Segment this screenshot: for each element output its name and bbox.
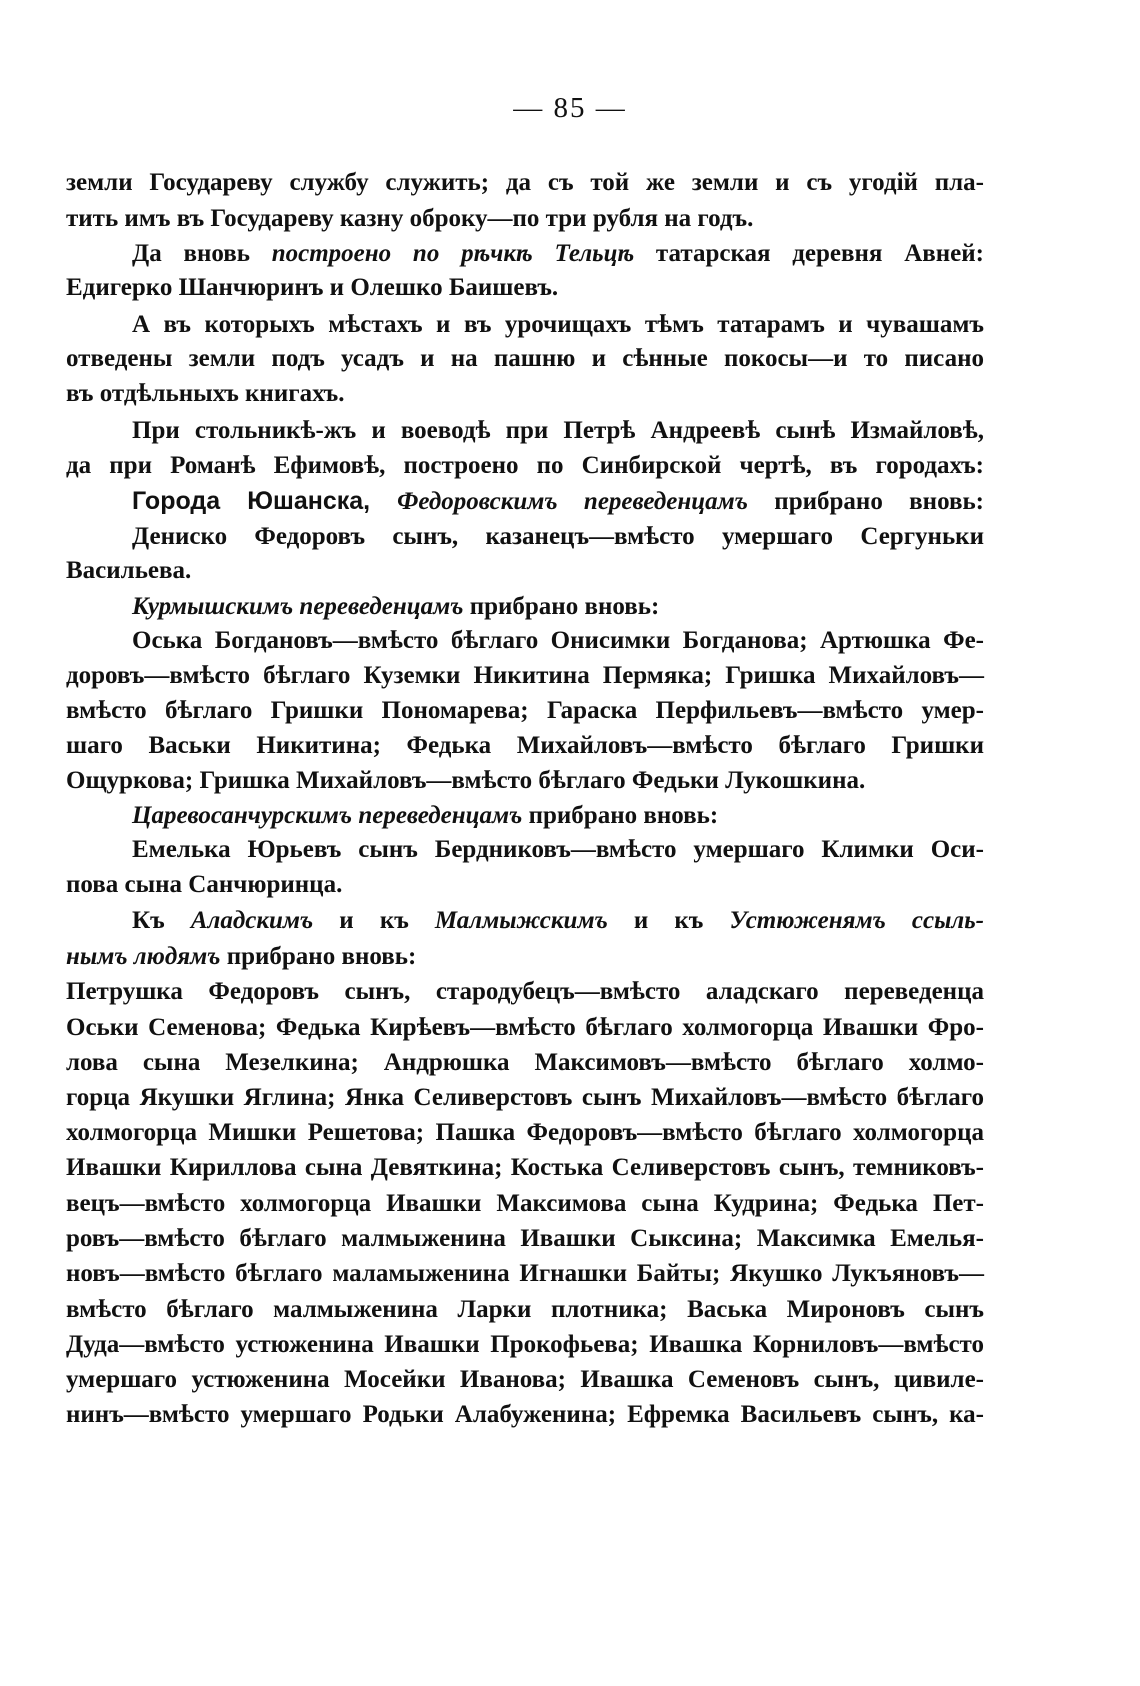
- text-line: умершаго устюженина Мосейки Иванова; Ивашка Семеновъ сынъ, цивиле-: [66, 1366, 984, 1393]
- text-line: Дуда—вмѣсто устюженина Ивашки Прокофьева; Ивашка Корниловъ—вмѣсто: [66, 1331, 984, 1358]
- text-line: да при Романѣ Ефимовѣ, построено по Синбирской чертѣ, въ городахъ:: [66, 452, 984, 479]
- text-line: Оська Богдановъ—вмѣсто бѣглаго Онисимки Богданова; Артюшка Фе-: [132, 627, 984, 654]
- text-line: При стольникѣ-жъ и воеводѣ при Петрѣ Андреевѣ сынѣ Измайловѣ,: [132, 417, 984, 444]
- text-line: тить имъ въ Государеву казну оброку—по три рубля на годъ.: [66, 205, 754, 232]
- text-line: Едигерко Шанчюринъ и Олешко Баишевъ.: [66, 274, 559, 301]
- text-line: холмогорца Мишки Решетова; Пашка Федоровъ—вмѣсто бѣглаго холмогорца: [66, 1119, 984, 1146]
- text-line: вмѣсто бѣглаго Гришки Пономарева; Гараска Перфильевъ—вмѣсто умер-: [66, 697, 984, 724]
- text-line: Ощуркова; Гришка Михайловъ—вмѣсто бѣглаго Федьки Лукошкина.: [66, 767, 866, 794]
- text-line: Курмышскимъ переведенцамъ прибрано вновь:: [132, 593, 660, 620]
- text-line: вецъ—вмѣсто холмогорца Ивашки Максимова сына Кудрина; Федька Пет-: [66, 1190, 984, 1217]
- text-line: А въ которыхъ мѣстахъ и въ урочищахъ тѣмъ татарамъ и чувашамъ: [132, 311, 984, 338]
- text-line: нинъ—вмѣсто умершаго Родьки Алабуженина; Ефремка Васильевъ сынъ, ка-: [66, 1401, 984, 1428]
- text-line: ровъ—вмѣсто бѣглаго малмыженина Ивашки Сыксина; Максимка Емелья-: [66, 1225, 984, 1252]
- text-line: отведены земли подъ усадъ и на пашню и сѣнные покосы—и то писано: [66, 345, 984, 372]
- text-line: Емелька Юрьевъ сынъ Бердниковъ—вмѣсто умершаго Климки Оси-: [132, 836, 984, 863]
- text-line: нымъ людямъ прибрано вновь:: [66, 943, 417, 970]
- text-line: пова сына Санчюринца.: [66, 871, 343, 898]
- text-line: Да вновь построено по рѣчкѣ Тельцѣ татарская деревня Авней:: [132, 240, 984, 267]
- text-line: Царевосанчурскимъ переведенцамъ прибрано вновь:: [132, 802, 719, 829]
- text-line: Васильева.: [66, 557, 192, 584]
- text-line: земли Государеву службу служить; да съ той же земли и съ угодій пла-: [66, 169, 984, 196]
- text-line: доровъ—вмѣсто бѣглаго Куземки Никитина Пермяка; Гришка Михайловъ—: [66, 662, 984, 689]
- text-line: Дениско Федоровъ сынъ, казанецъ—вмѣсто умершаго Сергуньки: [132, 523, 984, 550]
- text-line: новъ—вмѣсто бѣглаго маламыженина Игнашки Байты; Якушко Лукъяновъ—: [66, 1260, 984, 1287]
- text-line: горца Якушки Яглина; Янка Селиверстовъ сынъ Михайловъ—вмѣсто бѣглаго: [66, 1084, 984, 1111]
- text-line: вмѣсто бѣглаго малмыженина Ларки плотника; Васька Мироновъ сынъ: [66, 1296, 984, 1323]
- text-line: лова сына Мезелкина; Андрюшка Максимовъ—вмѣсто бѣглаго холмо-: [66, 1049, 984, 1076]
- text-line: Города Юшанска, Федоровскимъ переведенцамъ прибрано вновь:: [132, 487, 984, 515]
- text-line: въ отдѣльныхъ книгахъ.: [66, 380, 345, 407]
- text-line: Къ Аладскимъ и къ Малмыжскимъ и къ Устюженямъ ссыль-: [132, 907, 985, 934]
- text-line: шаго Васьки Никитина; Федька Михайловъ—вмѣсто бѣглаго Гришки: [66, 732, 984, 759]
- page-number: — 85 —: [513, 92, 627, 124]
- text-line: Петрушка Федоровъ сынъ, стародубецъ—вмѣсто аладскаго переведенца: [66, 978, 984, 1005]
- text-line: Ивашки Кириллова сына Девяткина; Костька Селиверстовъ сынъ, темниковъ-: [66, 1154, 984, 1181]
- text-line: Оськи Семенова; Федька Кирѣевъ—вмѣсто бѣглаго холмогорца Ивашки Фро-: [66, 1014, 984, 1041]
